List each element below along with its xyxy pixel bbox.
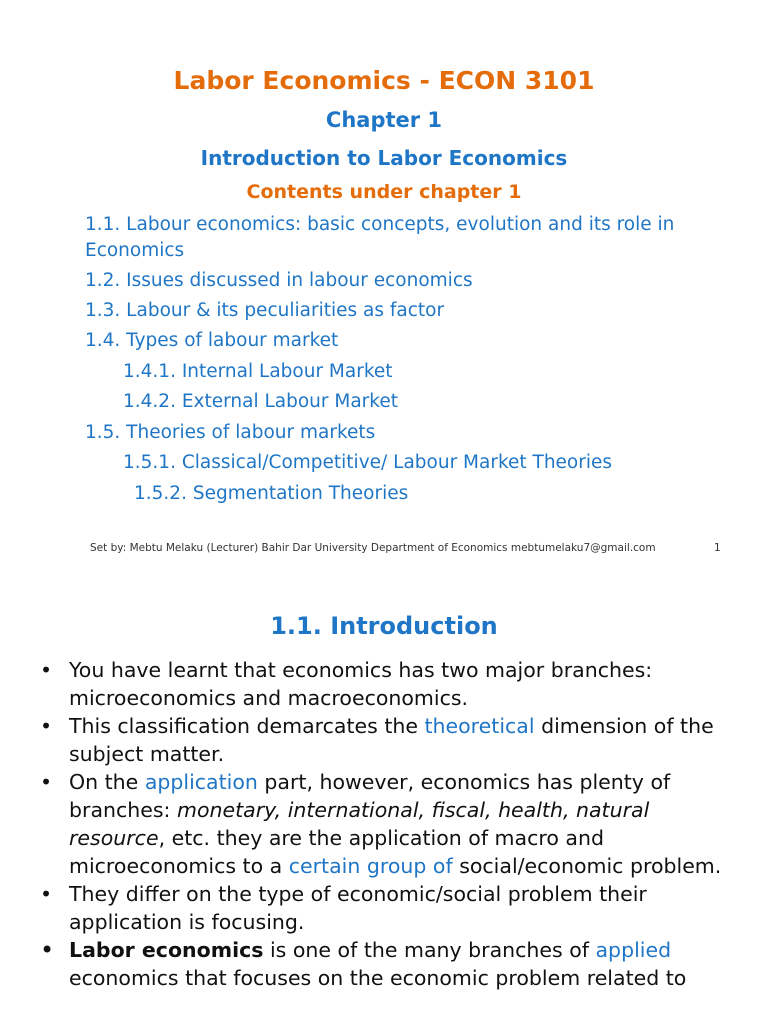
toc-item-1-5-1[interactable]: 1.5.1. Classical/Competitive/ Labour Market Theories <box>123 452 613 473</box>
bullet-text: This classification demarcates the <box>69 714 425 738</box>
highlighted-term: applied <box>595 938 672 962</box>
toc-item-text: 1.1. Labour economics: basic concepts, evolution and its role in <box>85 214 675 235</box>
toc-item-1-5[interactable]: 1.5. Theories of labour markets <box>85 422 376 443</box>
toc-item-1-4-1[interactable]: 1.4.1. Internal Labour Market <box>123 361 393 382</box>
bullet-text: social/economic problem. <box>452 854 722 878</box>
slide-footer: Set by: Mebtu Melaku (Lecturer) Bahir Dar University Department of Economics mebtumelaku7@gmail.com <box>90 542 656 554</box>
bullet-text: They differ on the type of economic/social problem their application is focusing. <box>69 882 647 934</box>
bullet-item <box>40 768 740 880</box>
bullet-marker: • <box>40 770 53 794</box>
bullet-text: part, however, economics has plenty of branches: <box>69 770 671 822</box>
toc-item-1-2[interactable]: 1.2. Issues discussed in labour economics <box>85 270 473 291</box>
toc-item-text-continued: Economics <box>85 240 185 261</box>
bullet-list <box>40 656 740 992</box>
bullet-marker: • <box>40 936 55 964</box>
toc-item-1-3[interactable]: 1.3. Labour & its peculiarities as factor <box>85 300 445 321</box>
bullet-item <box>40 880 740 936</box>
page-number: 1 <box>714 542 721 554</box>
bullet-text: On the <box>69 770 145 794</box>
toc-item-1-4[interactable]: 1.4. Types of labour market <box>85 330 339 351</box>
toc-item-1-4-2[interactable]: 1.4.2. External Labour Market <box>123 391 398 412</box>
italic-examples: monetary, international, fiscal, health, natural resource <box>69 798 650 850</box>
toc-item-1-5-2[interactable]: 1.5.2. Segmentation Theories <box>134 483 409 504</box>
highlighted-term: application <box>144 770 258 794</box>
bullet-item <box>40 936 740 992</box>
contents-heading: Contents under chapter 1 <box>246 181 522 203</box>
bullet-item <box>40 656 740 712</box>
bold-term: Labor economics <box>69 938 264 962</box>
bullet-text: economics that focuses on the economic problem related to <box>69 966 687 990</box>
bullet-marker: • <box>40 658 53 682</box>
chapter-label: Chapter 1 <box>325 108 443 132</box>
slide-2 <box>0 588 768 1024</box>
toc-item-1-1[interactable] <box>85 212 674 264</box>
document-title: Labor Economics - ECON 3101 <box>173 66 595 95</box>
bullet-text: , etc. they are the application of macro and microeconomics to a <box>69 826 604 878</box>
bullet-text: dimension of the subject matter. <box>69 714 714 766</box>
chapter-title: Introduction to Labor Economics <box>200 146 568 170</box>
bullet-marker: • <box>40 714 53 738</box>
highlighted-term: certain group of <box>288 854 453 878</box>
section-title: 1.1. Introduction <box>270 612 498 640</box>
bullet-marker: • <box>40 882 53 906</box>
bullet-item <box>40 712 740 768</box>
bullet-text: is one of the many branches of <box>263 938 596 962</box>
bullet-text: You have learnt that economics has two major branches: microeconomics and macroeconomics. <box>69 658 653 710</box>
highlighted-term: theoretical <box>424 714 535 738</box>
